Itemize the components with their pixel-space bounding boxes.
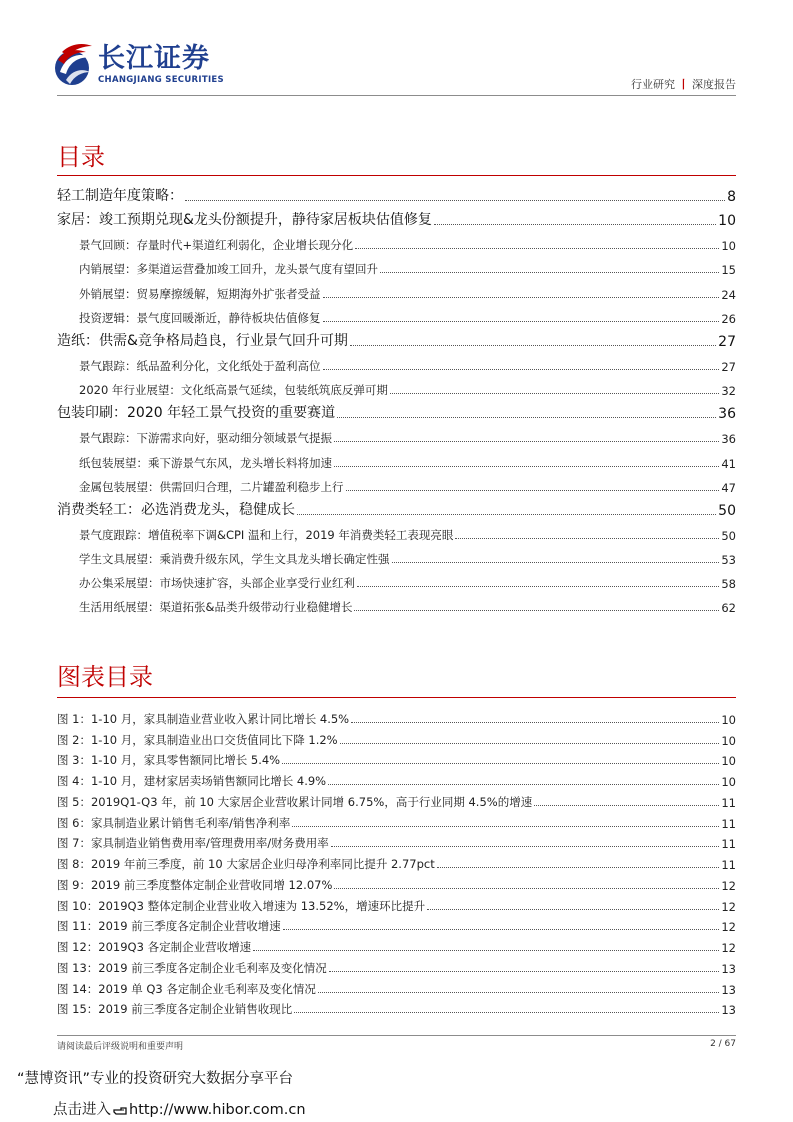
toc-title: 目录 xyxy=(57,143,105,171)
figure-entry[interactable]: 图 7：家具制造业销售费用率/管理费用率/财务费用率 11 xyxy=(57,836,736,852)
toc-subentry[interactable]: 纸包装展望：乘下游景气东风，龙头增长料将加速 41 xyxy=(79,455,736,471)
figure-entry[interactable]: 图 14：2019 单 Q3 各定制企业毛利率及变化情况 13 xyxy=(57,981,736,997)
figure-entry[interactable]: 图 6：家具制造业累计销售毛利率/销售净利率 11 xyxy=(57,815,736,831)
toc-subentry[interactable]: 景气回顾：存量时代+渠道红利弱化，企业增长现分化 10 xyxy=(79,238,736,254)
figure-entry[interactable]: 图 8：2019 年前三季度，前 10 大家居企业归母净利率同比提升 2.77pct 11 xyxy=(57,857,736,872)
promo-url-link[interactable]: http://www.hibor.com.cn xyxy=(129,1102,306,1118)
figure-entry[interactable]: 图 12：2019Q3 各定制企业营收增速 12 xyxy=(57,940,736,955)
footer-divider xyxy=(57,1035,736,1036)
toc-subentry[interactable]: 景气跟踪：纸品盈利分化，文化纸处于盈利高位 27 xyxy=(79,358,736,374)
tag-separator: 丨 xyxy=(678,78,689,91)
toc-subentry[interactable]: 学生文具展望：乘消费升级东风，学生文具龙头增长确定性强 53 xyxy=(79,552,736,568)
figure-entry[interactable]: 图 2：1-10 月，家具制造业出口交货值同比下降 1.2% 10 xyxy=(57,732,736,748)
report-type-tags xyxy=(631,76,736,92)
company-logo xyxy=(52,40,242,90)
tag-in-depth-report: 深度报告 xyxy=(692,78,736,91)
pointing-hand-icon xyxy=(112,1102,128,1118)
toc-subentry[interactable]: 景气跟踪：下游需求向好，驱动细分领域景气提振 36 xyxy=(79,431,736,447)
toc-entry[interactable]: 消费类轻工：必选消费龙头，稳健成长 50 xyxy=(57,501,736,519)
figure-entry[interactable]: 图 10：2019Q3 整体定制企业营业收入增速为 13.52%，增速环比提升 12 xyxy=(57,898,736,914)
page-indicator: 2 / 67 xyxy=(710,1039,736,1049)
promo-link-prefix: 点击进入 xyxy=(53,1102,111,1118)
toc-subentry[interactable]: 生活用纸展望：渠道拓张&品类升级带动行业稳健增长 62 xyxy=(79,600,736,616)
logo-english-name: CHANGJIANG SECURITIES xyxy=(98,75,224,85)
figure-entry[interactable]: 图 9：2019 前三季度整体定制企业营收同增 12.07% 12 xyxy=(57,877,736,893)
promo-tagline: “慧博资讯”专业的投资研究大数据分享平台 xyxy=(17,1071,294,1087)
figure-entry[interactable]: 图 3：1-10 月，家具零售额同比增长 5.4% 10 xyxy=(57,753,736,769)
toc-subentry[interactable]: 投资逻辑：景气度回暖渐近，静待板块估值修复 26 xyxy=(79,310,736,326)
toc-entry[interactable]: 家居：竣工预期兑现&龙头份额提升，静待家居板块估值修复 10 xyxy=(57,212,736,229)
header-divider xyxy=(57,95,736,96)
logo-emblem-icon xyxy=(52,40,96,90)
tag-industry-research: 行业研究 xyxy=(631,78,675,91)
logo-chinese-name: 长江证券 xyxy=(98,43,210,74)
toc-subentry[interactable]: 办公集采展望：市场快速扩容，头部企业享受行业红利 58 xyxy=(79,576,736,592)
figure-list xyxy=(57,706,736,1017)
footer-disclaimer: 请阅读最后评级说明和重要声明 xyxy=(57,1042,184,1052)
figures-title-rule xyxy=(57,697,736,698)
figure-entry[interactable]: 图 13：2019 前三季度各定制企业毛利率及变化情况 13 xyxy=(57,960,736,976)
toc-subentry[interactable]: 2020 年行业展望：文化纸高景气延续，包装纸筑底反弹可期 32 xyxy=(79,383,736,399)
figure-entry[interactable]: 图 11：2019 前三季度各定制企业营收增速 12 xyxy=(57,919,736,935)
figure-entry[interactable]: 图 1：1-10 月，家具制造业营业收入累计同比增长 4.5% 10 xyxy=(57,711,736,727)
toc-title-rule xyxy=(57,175,736,176)
toc-subentry[interactable]: 外销展望：贸易摩擦缓解，短期海外扩张者受益 24 xyxy=(79,286,736,302)
figure-entry[interactable]: 图 4：1-10 月，建材家居卖场销售额同比增长 4.9% 10 xyxy=(57,774,736,789)
figures-title: 图表目录 xyxy=(57,663,153,691)
table-of-contents xyxy=(57,181,736,615)
toc-entry[interactable]: 包装印刷：2020 年轻工景气投资的重要赛道 36 xyxy=(57,405,736,423)
toc-entry[interactable]: 造纸：供需&竞争格局趋良，行业景气回升可期 27 xyxy=(57,332,736,350)
promo-link-line xyxy=(53,1098,306,1119)
figure-entry[interactable]: 图 15：2019 前三季度各定制企业销售收现比 13 xyxy=(57,1002,736,1018)
toc-subentry[interactable]: 景气度跟踪：增值税率下调&CPI 温和上行，2019 年消费类轻工表现亮眼 50 xyxy=(79,527,736,543)
toc-subentry[interactable]: 内销展望：多渠道运营叠加竣工回升，龙头景气度有望回升 15 xyxy=(79,262,736,278)
figure-entry[interactable]: 图 5：2019Q1-Q3 年，前 10 大家居企业营收累计同增 6.75%，高于行业同期 4.5%的增速 11 xyxy=(57,794,736,810)
toc-subentry[interactable]: 金属包装展望：供需回归合理，二片罐盈利稳步上行 47 xyxy=(79,479,736,495)
toc-entry[interactable]: 轻工制造年度策略： 8 xyxy=(57,188,736,205)
